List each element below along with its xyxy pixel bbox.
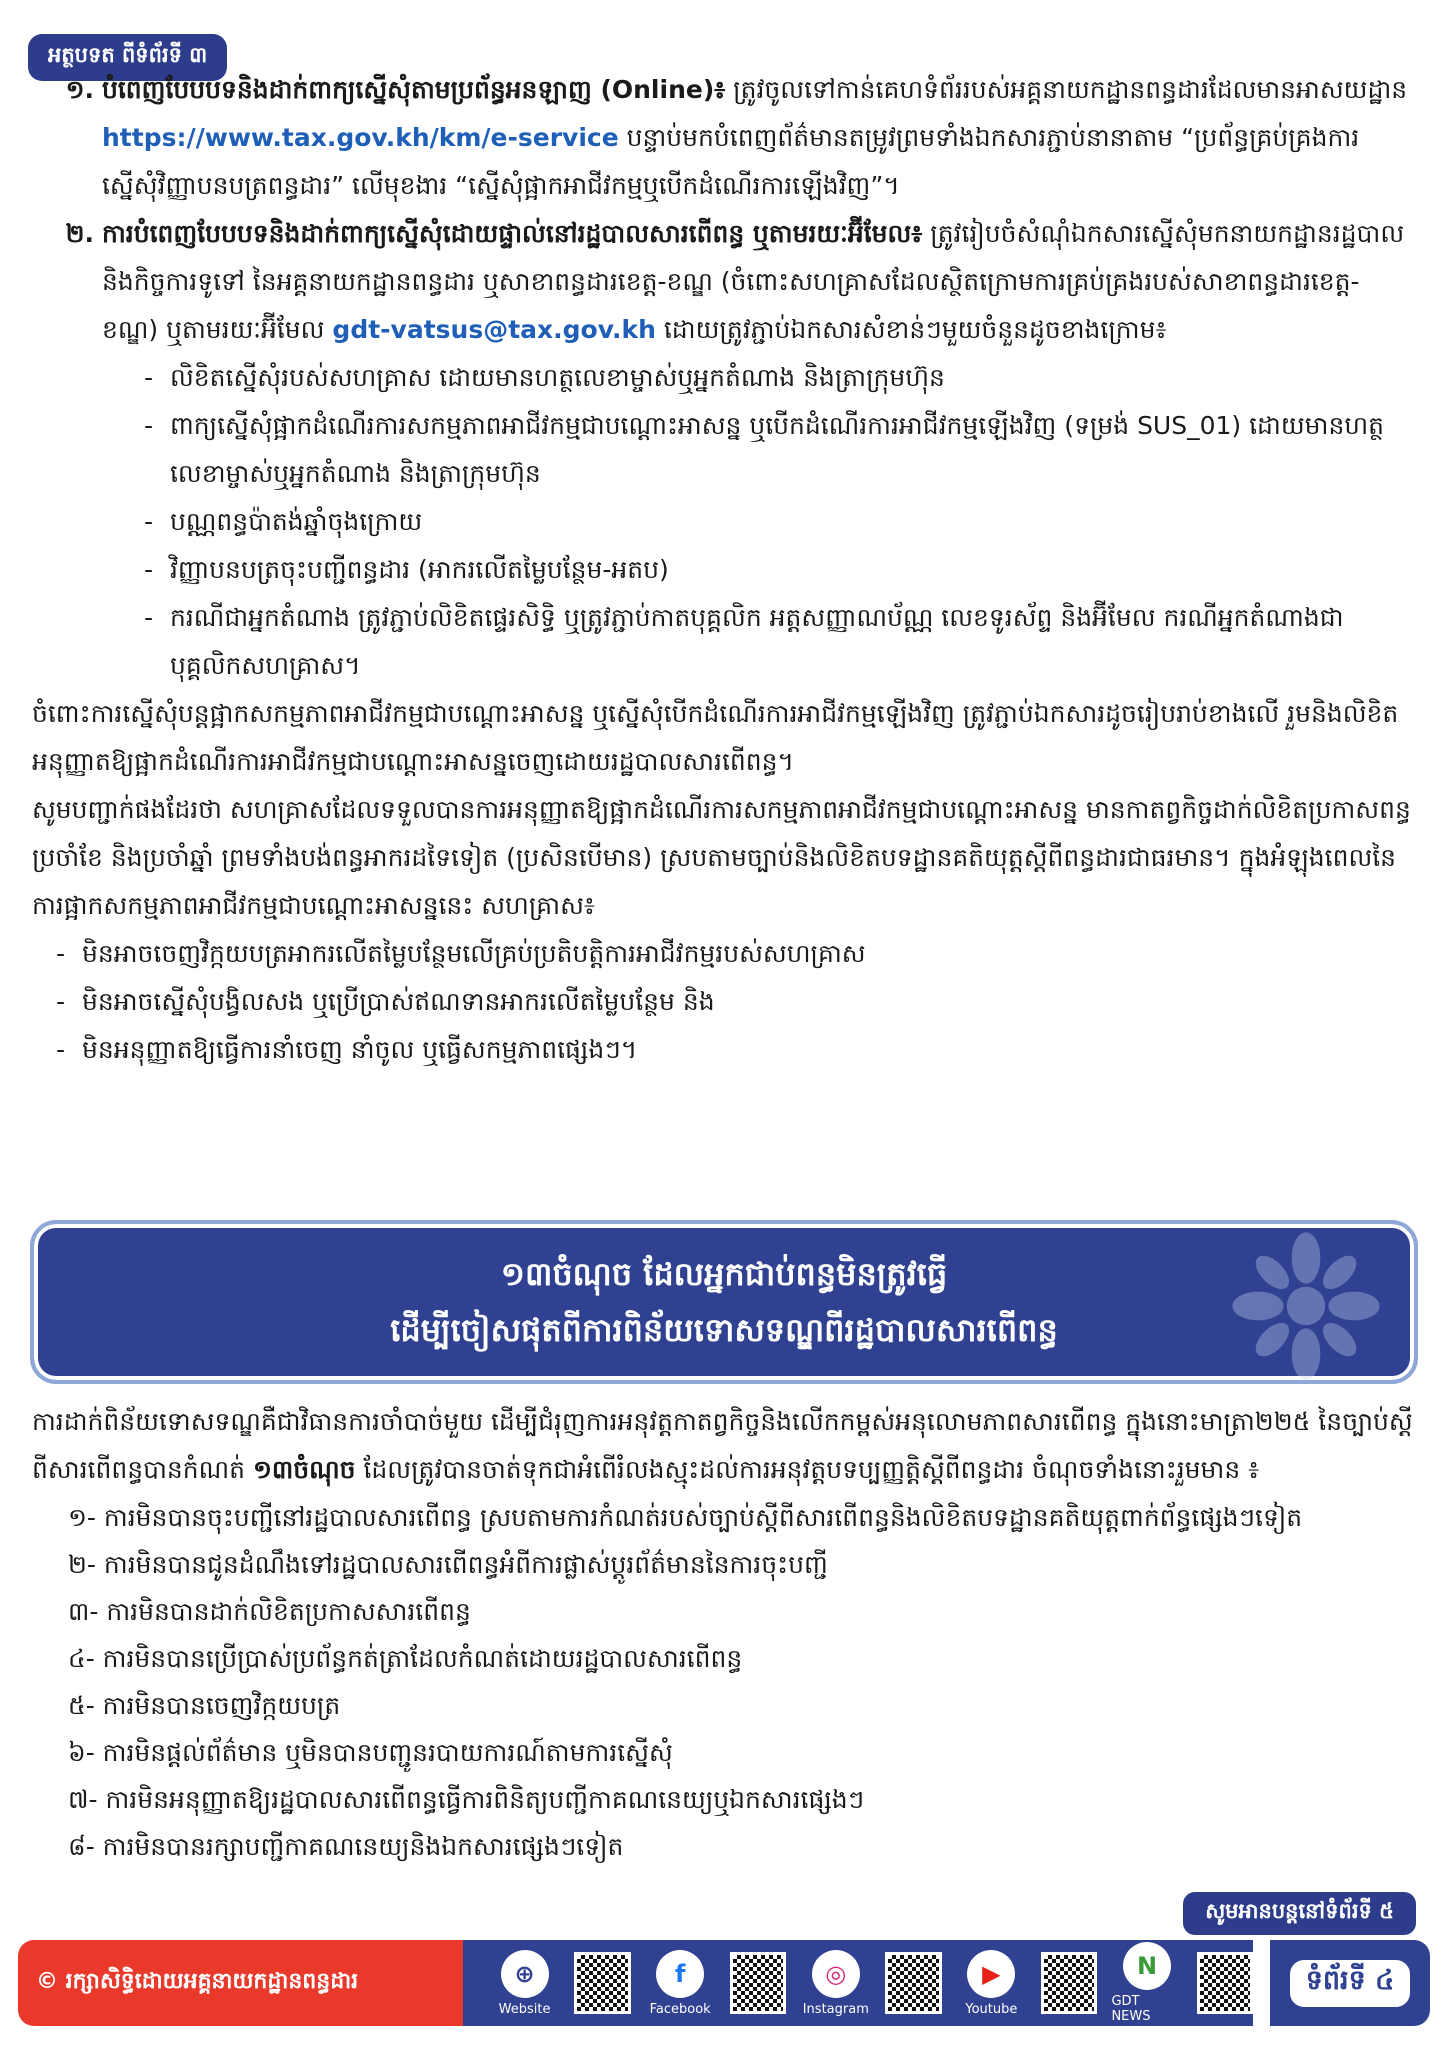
- list-item: - វិញ្ញាបនបត្រចុះបញ្ជីពន្ធដារ (អាករលើតម្លៃបន្ថែម-អតប): [170, 546, 1414, 594]
- item-text: ដោយត្រូវភ្ជាប់ឯកសារសំខាន់ៗមួយចំនួនដូចខាងក្រោម៖: [655, 315, 1167, 344]
- banner-title-line1: ១៣ចំណុច ដែលអ្នកជាប់ពន្ធមិនត្រូវធ្វើ: [500, 1255, 948, 1293]
- qr-code-news: [1197, 1952, 1253, 2014]
- list-item: - មិនអនុញ្ញាតឱ្យធ្វើការនាំចេញ នាំចូល ឬធ្វើសកម្មភាពផ្សេងៗ។: [82, 1026, 1414, 1074]
- required-documents-list: [32, 354, 1414, 690]
- social-gdt-news[interactable]: [1111, 1942, 1182, 2024]
- continued-from-tag: អត្ថបទត ពីទំព័រទី ៣: [28, 34, 227, 81]
- penalty-points-list: [32, 1494, 1414, 1870]
- list-item: - ករណីជាអ្នកតំណាង ត្រូវភ្ជាប់លិខិតផ្ទេរសិទ្ធិ ឬត្រូវភ្ជាប់កាតបុគ្គលិក អត្តសញ្ញាណប័ណ្ណ លេខទូរស័ព្ទ និងអ៊ីមែល ករណីអ្នកតំណាងជាបុគ្គលិកសហគ្រាស។: [170, 594, 1414, 690]
- list-item: ៨- ការមិនបានរក្សាបញ្ជីកាគណនេយ្យនិងឯកសារផ្សេងៗទៀត: [68, 1832, 624, 1861]
- list-item: - ពាក្យស្នើសុំផ្អាកដំណើរការសកម្មភាពអាជីវកម្មជាបណ្តោះអាសន្ន ឬបើកដំណើរការអាជីវកម្មឡើងវិញ (ទម្រង់ SUS_01) ដោយមានហត្ថលេខាម្ចាស់ឬអ្នកតំណាង និងត្រាក្រុមហ៊ុន: [170, 402, 1414, 498]
- news-icon: N: [1123, 1942, 1171, 1990]
- instagram-icon: ◎: [812, 1950, 860, 1998]
- social-label: Instagram: [802, 2001, 869, 2017]
- list-item: - មិនអាចស្នើសុំបង្វិលសង ឬប្រើប្រាស់ឥណទានអាករលើតម្លៃបន្ថែម និង: [82, 978, 1414, 1026]
- list-item: ៤- ការមិនបានប្រើប្រាស់ប្រព័ន្ធកត់ត្រាដែលកំណត់ដោយរដ្ឋបាលសារពើពន្ធ: [68, 1644, 743, 1673]
- list-item: ២- ការមិនបានជូនដំណឹងទៅរដ្ឋបាលសារពើពន្ធអំពីការផ្លាស់ប្តូរព័ត៌មាននៃការចុះបញ្ជី: [68, 1550, 828, 1579]
- intro-text: ដែលត្រូវបានចាត់ទុកជាអំពើរំលងស្មុះដល់ការអនុវត្តបទប្បញ្ញត្តិស្តីពីពន្ធដារ ចំណុចទាំងនោះរួមមាន ៖: [355, 1455, 1260, 1484]
- list-item: - បណ្ណពន្ធប៉ាតង់ឆ្នាំចុងក្រោយ: [170, 498, 1414, 546]
- facebook-icon: f: [656, 1950, 704, 1998]
- page-number-box: [1270, 1940, 1430, 2026]
- social-youtube[interactable]: [956, 1950, 1027, 2017]
- page-number: ទំព័រទី ៤: [1290, 1960, 1411, 2007]
- globe-icon: ⊕: [501, 1950, 549, 1998]
- paragraph: សូមបញ្ជាក់ផងដែរថា សហគ្រាសដែលទទួលបានការអនុញ្ញាតឱ្យផ្អាកដំណើរការសកម្មភាពអាជីវកម្មជាបណ្តោះអាសន្ន មានកាតព្វកិច្ចដាក់លិខិតប្រកាសពន្ធប្រចាំខែ និងប្រចាំឆ្នាំ ព្រមទាំងបង់ពន្ធអាករដទៃទៀត (ប្រសិនបើមាន) ស្របតាមច្បាប់និងលិខិតបទដ្ឋានគតិយុត្តស្តីពីពន្ធដារជាធរមាន។ ក្នុងអំឡុងពេលនៃការផ្អាកសកម្មភាពអាជីវកម្មជាបណ្តោះអាសន្ននេះ សហគ្រាស៖: [32, 795, 1411, 920]
- copyright-notice: © រក្សាសិទ្ធិដោយអគ្គនាយកដ្ឋានពន្ធដារ: [18, 1940, 463, 2026]
- intro-text: ការដាក់ពិន័យទោសទណ្ឌគឺជាវិធានការចាំបាច់មួយ ដើម្បីជំរុញការអនុវត្តកាតព្វកិច្ចនិងលើកកម្ពស់អនុលោមភាពសារពើពន្ធ ក្នុងនោះមាត្រា២២៥ នៃច្បាប់ស្តីពីសារពើពន្ធបានកំណត់: [32, 1407, 1413, 1484]
- procedure-item-online: [32, 66, 1414, 210]
- paragraph: [32, 1398, 1414, 1494]
- list-item: ៦- ការមិនផ្តល់ព័ត៌មាន ឬមិនបានបញ្ជូនរបាយការណ៍តាមការស្នើសុំ: [68, 1738, 673, 1767]
- qr-code-youtube: [1041, 1952, 1097, 2014]
- social-label: GDT NEWS: [1111, 1994, 1151, 2024]
- item-number: ២.: [65, 219, 94, 248]
- banner-title-line2: ដើម្បីចៀសផុតពីការពិន័យទោសទណ្ឌពីរដ្ឋបាលសារពើពន្ធ: [390, 1311, 1058, 1349]
- section-banner: [30, 1220, 1418, 1384]
- footer: [18, 1940, 1430, 2026]
- list-item: ៥- ការមិនបានចេញវិក្កយបត្រ: [68, 1691, 341, 1720]
- social-instagram[interactable]: [800, 1950, 871, 2017]
- qr-code-facebook: [730, 1952, 786, 2014]
- list-item: ៣- ការមិនបានដាក់លិខិតប្រកាសសារពើពន្ធ: [68, 1597, 471, 1626]
- social-links: [463, 1940, 1253, 2026]
- eservice-link[interactable]: https://www.tax.gov.kh/km/e-service: [102, 123, 619, 152]
- item-text: បន្ទាប់មកបំពេញព័ត៌មានតម្រូវព្រមទាំងឯកសារភ្ជាប់នានាតាម “ប្រព័ន្ធគ្រប់គ្រងការស្នើសុំវិញ្ញាបនបត្រពន្ធដារ” លើមុខងារ “ស្នើសុំផ្អាកអាជីវកម្មឬបើកដំណើរការឡើងវិញ”។: [102, 123, 1360, 200]
- section-penalties: [32, 1398, 1414, 1870]
- item-text: ត្រូវរៀបចំសំណុំឯកសារស្នើសុំមកនាយកដ្ឋានរដ្ឋបាលនិងកិច្ចការទូទៅ នៃអគ្គនាយកដ្ឋានពន្ធដារ ឬសាខាពន្ធដារខេត្ត-ខណ្ឌ (ចំពោះសហគ្រាសដែលស្ថិតក្រោមការគ្រប់គ្រងរបស់សាខាពន្ធដារខេត្ត-ខណ្ឌ) ឬតាមរយៈអ៊ីមែល: [102, 219, 1405, 344]
- social-label: Website: [498, 2001, 551, 2017]
- social-website[interactable]: [489, 1950, 560, 2017]
- list-item: - មិនអាចចេញវិក្កយបត្រអាករលើតម្លៃបន្ថែមលើគ្រប់ប្រតិបត្តិការអាជីវកម្មរបស់សហគ្រាស: [82, 930, 1414, 978]
- list-item: ១- ការមិនបានចុះបញ្ជីនៅរដ្ឋបាលសារពើពន្ធ ស្របតាមការកំណត់របស់ច្បាប់ស្តីពីសារពើពន្ធនិងលិខិតបទដ្ឋានគតិយុត្តពាក់ព័ន្ធផ្សេងៗទៀត: [68, 1503, 1303, 1532]
- intro-highlight: ១៣ចំណុច: [252, 1455, 356, 1484]
- continue-next-page-tag: សូមអានបន្តនៅទំព័រទី ៥: [1183, 1892, 1416, 1935]
- social-label: Facebook: [649, 2001, 711, 2017]
- item-number: ១.: [65, 75, 94, 104]
- procedure-item-direct: [32, 210, 1414, 354]
- social-facebook[interactable]: [645, 1950, 716, 2017]
- paragraph: ចំពោះការស្នើសុំបន្តផ្អាកសកម្មភាពអាជីវកម្មជាបណ្តោះអាសន្ន ឬស្នើសុំបើកដំណើរការអាជីវកម្មឡើងវិញ ត្រូវភ្ជាប់ឯកសារដូចរៀបរាប់ខាងលើ រួមនិងលិខិតអនុញ្ញាតឱ្យផ្អាកដំណើរការអាជីវកម្មជាបណ្តោះអាសន្នចេញដោយរដ្ឋបាលសារពើពន្ធ។: [32, 699, 1399, 776]
- item-lead: ការបំពេញបែបបទនិងដាក់ពាក្យស្នើសុំដោយផ្ទាល់នៅរដ្ឋបាលសារពើពន្ធ ឬតាមរយៈអ៊ីមែល៖: [102, 219, 923, 248]
- section-procedures: [32, 66, 1414, 1074]
- youtube-icon: ▶: [967, 1950, 1015, 1998]
- list-item: - លិខិតស្នើសុំរបស់សហគ្រាស ដោយមានហត្ថលេខាម្ចាស់ឬអ្នកតំណាង និងត្រាក្រុមហ៊ុន: [170, 354, 1414, 402]
- list-item: ៧- ការមិនអនុញ្ញាតឱ្យរដ្ឋបាលសារពើពន្ធធ្វើការពិនិត្យបញ្ជីកាគណនេយ្យឬឯកសារផ្សេងៗ: [68, 1785, 865, 1814]
- email-link[interactable]: gdt-vatsus@tax.gov.kh: [332, 315, 656, 344]
- restrictions-list: [32, 930, 1414, 1074]
- social-label: Youtube: [965, 2001, 1018, 2017]
- item-text: ត្រូវចូលទៅកាន់គេហទំព័ររបស់អគ្គនាយកដ្ឋានពន្ធដារដែលមានអាសយដ្ឋាន: [725, 75, 1408, 104]
- item-lead: បំពេញបែបបទនិងដាក់ពាក្យស្នើសុំតាមប្រព័ន្ធអនឡាញ (Online)៖: [102, 75, 726, 104]
- qr-code-website: [574, 1952, 630, 2014]
- qr-code-instagram: [885, 1952, 941, 2014]
